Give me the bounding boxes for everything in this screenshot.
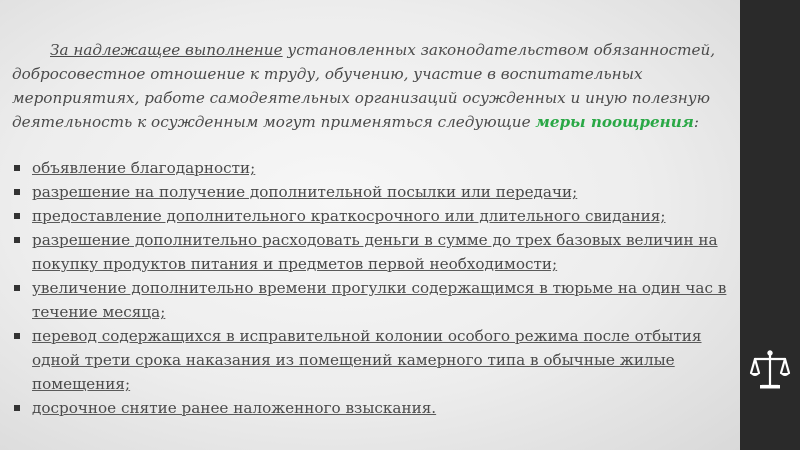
slide-content — [12, 38, 736, 420]
list-item — [12, 204, 736, 228]
list-item-text: увеличение дополнительно времени прогулки содержащимся в тюрьме на один час в течение месяца; — [32, 279, 727, 321]
bullet-icon — [14, 237, 20, 243]
list-item-text: досрочное снятие ранее наложенного взыскания. — [32, 399, 437, 417]
list-item-text: разрешение дополнительно расходовать деньги в сумме до трех базовых величин на покупку продуктов питания и предметов первой необходимости; — [32, 231, 718, 273]
bullet-icon — [14, 405, 20, 411]
list-item — [12, 228, 736, 276]
list-item-text: разрешение на получение дополнительной посылки или передачи; — [32, 183, 578, 201]
list-item-text: предоставление дополнительного краткосрочного или длительного свидания; — [32, 207, 666, 225]
list-item — [12, 396, 736, 420]
list-item-text: объявление благодарности; — [32, 159, 256, 177]
intro-body: установленных законодательством обязанностей, добросовестное отношение к труду, обучению, участие в воспитательных мероприятиях, работе самодеятельных организаций осужденных и иную полезную деятельность к осужденным могут применяться следующие — [12, 41, 716, 131]
scales-icon — [748, 348, 792, 392]
bullet-icon — [14, 189, 20, 195]
intro-paragraph — [12, 38, 736, 134]
list-item — [12, 276, 736, 324]
intro-highlight: меры поощрения — [535, 113, 694, 131]
intro-end: : — [693, 113, 699, 131]
bullet-icon — [14, 285, 20, 291]
bullet-icon — [14, 165, 20, 171]
list-item — [12, 324, 736, 396]
list-item — [12, 156, 736, 180]
list-item-text: перевод содержащихся в исправительной колонии особого режима после отбытия одной трети срока наказания из помещений камерного типа в обычные жилые помещения; — [32, 327, 702, 393]
bullet-icon — [14, 213, 20, 219]
list-item — [12, 180, 736, 204]
intro-lead: За надлежащее выполнение — [50, 41, 283, 59]
bullet-icon — [14, 333, 20, 339]
incentive-list — [12, 156, 736, 420]
